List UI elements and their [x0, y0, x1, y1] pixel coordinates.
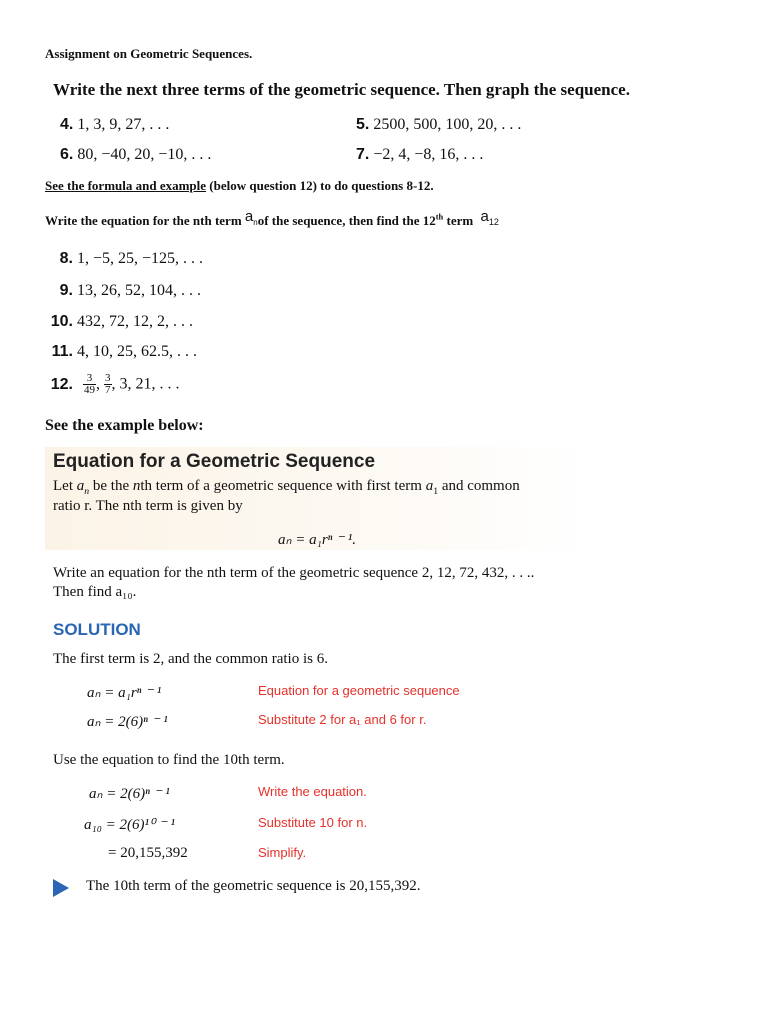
problem-text: 1, 3, 9, 27, . . .: [77, 116, 170, 133]
problem-number: 4.: [60, 116, 74, 133]
step5-equation: = 20,155,392: [108, 845, 188, 861]
step3-equation: aₙ = 2(6)ⁿ ⁻ ¹: [89, 786, 170, 802]
problem-6: [60, 146, 211, 164]
equation-instruction: [45, 208, 499, 229]
arrow-bullet-icon: [53, 879, 69, 897]
step2-equation: aₙ = 2(6)ⁿ ⁻ ¹: [87, 714, 168, 730]
fraction-3-49: $\frac{3}{49}$: [84, 372, 95, 396]
problem-5: [356, 116, 521, 134]
problem-number: 11.: [51, 343, 73, 360]
problem-4: [60, 116, 169, 134]
problem-text: 432, 72, 12, 2, . . .: [77, 313, 193, 330]
an-symbol: $a_n$: [244, 208, 258, 227]
step3-note: Write the equation.: [258, 784, 367, 799]
problem-number: 6.: [60, 146, 74, 163]
problem-text: 4, 10, 25, 62.5, . . .: [77, 343, 197, 360]
instruction-part1: Write the equation for the nth term: [45, 213, 242, 228]
problem-8: [53, 250, 203, 268]
problem-text: 1, −5, 25, −125, . . .: [77, 250, 204, 267]
step5-note: Simplify.: [258, 845, 307, 860]
see-formula-rest: (below question 12) to do questions 8-12.: [206, 178, 434, 193]
problem-text: −2, 4, −8, 16, . . .: [373, 146, 484, 163]
problem-11: [44, 343, 197, 361]
instruction-text: Write the next three terms of the geometric sequence. Then graph the sequence.: [53, 80, 630, 99]
step1-equation: aₙ = a₁rⁿ ⁻ ¹: [87, 685, 162, 701]
instruction-part2: of the sequence, then find the 12: [257, 213, 436, 228]
step2-note: Substitute 2 for a₁ and 6 for r.: [258, 712, 427, 727]
th-superscript: th: [435, 211, 444, 222]
solution-heading: SOLUTION: [53, 620, 141, 639]
problem-text: 2500, 500, 100, 20, . . .: [373, 116, 522, 133]
step4-equation: a₁₀ = 2(6)¹⁰ ⁻ ¹: [84, 817, 175, 833]
fraction-3-7: $\frac{3}{7}$: [105, 372, 111, 396]
assignment-title: Assignment on Geometric Sequences.: [45, 46, 253, 61]
box-formula: aₙ = a₁rⁿ ⁻ ¹.: [278, 532, 357, 548]
problem-number: 8.: [59, 250, 73, 267]
problem-number: 12.: [50, 375, 73, 393]
problem-7: [356, 146, 483, 164]
a12-symbol: $a_{12}$: [480, 208, 499, 227]
problem-9: [53, 282, 201, 300]
step4-note: Substitute 10 for n.: [258, 815, 368, 830]
step1-note: Equation for a geometric sequence: [258, 683, 460, 698]
problem-12: 12. $\frac{3}{49}$ , $\frac{3}{7}$ , 3, 21, . . .: [44, 373, 180, 396]
box-line-1: Let $a_n$ be the nth term of a geometric sequence with first term $a_1$ and common: [53, 478, 520, 497]
see-formula-link-text: See the formula and example: [45, 178, 207, 193]
problem-text: 3, 21, . . .: [119, 375, 180, 393]
conclusion-line: The 10th term of the geometric sequence is 20,155,392.: [86, 878, 421, 894]
instruction-part3: term: [443, 213, 474, 228]
example-line-2: Then find a₁₀.: [53, 584, 137, 600]
problem-number: 10.: [50, 313, 73, 330]
problem-number: 9.: [59, 282, 73, 299]
problem-text: 80, −40, 20, −10, . . .: [77, 146, 212, 163]
see-example-heading: See the example below:: [45, 417, 204, 434]
see-formula-line: [45, 178, 434, 194]
problem-10: [44, 313, 193, 331]
first-term-line: The first term is 2, and the common ratio is 6.: [53, 651, 328, 667]
box-line-2: ratio r. The nth term is given by: [53, 498, 243, 514]
problem-number: 5.: [356, 116, 370, 133]
box-title: Equation for a Geometric Sequence: [53, 451, 376, 472]
problem-number: 7.: [356, 146, 370, 163]
problem-text: 13, 26, 52, 104, . . .: [77, 282, 201, 299]
example-line-1: Write an equation for the nth term of the geometric sequence 2, 12, 72, 432, . . ..: [53, 565, 535, 581]
use-equation-line: Use the equation to find the 10th term.: [53, 752, 285, 768]
